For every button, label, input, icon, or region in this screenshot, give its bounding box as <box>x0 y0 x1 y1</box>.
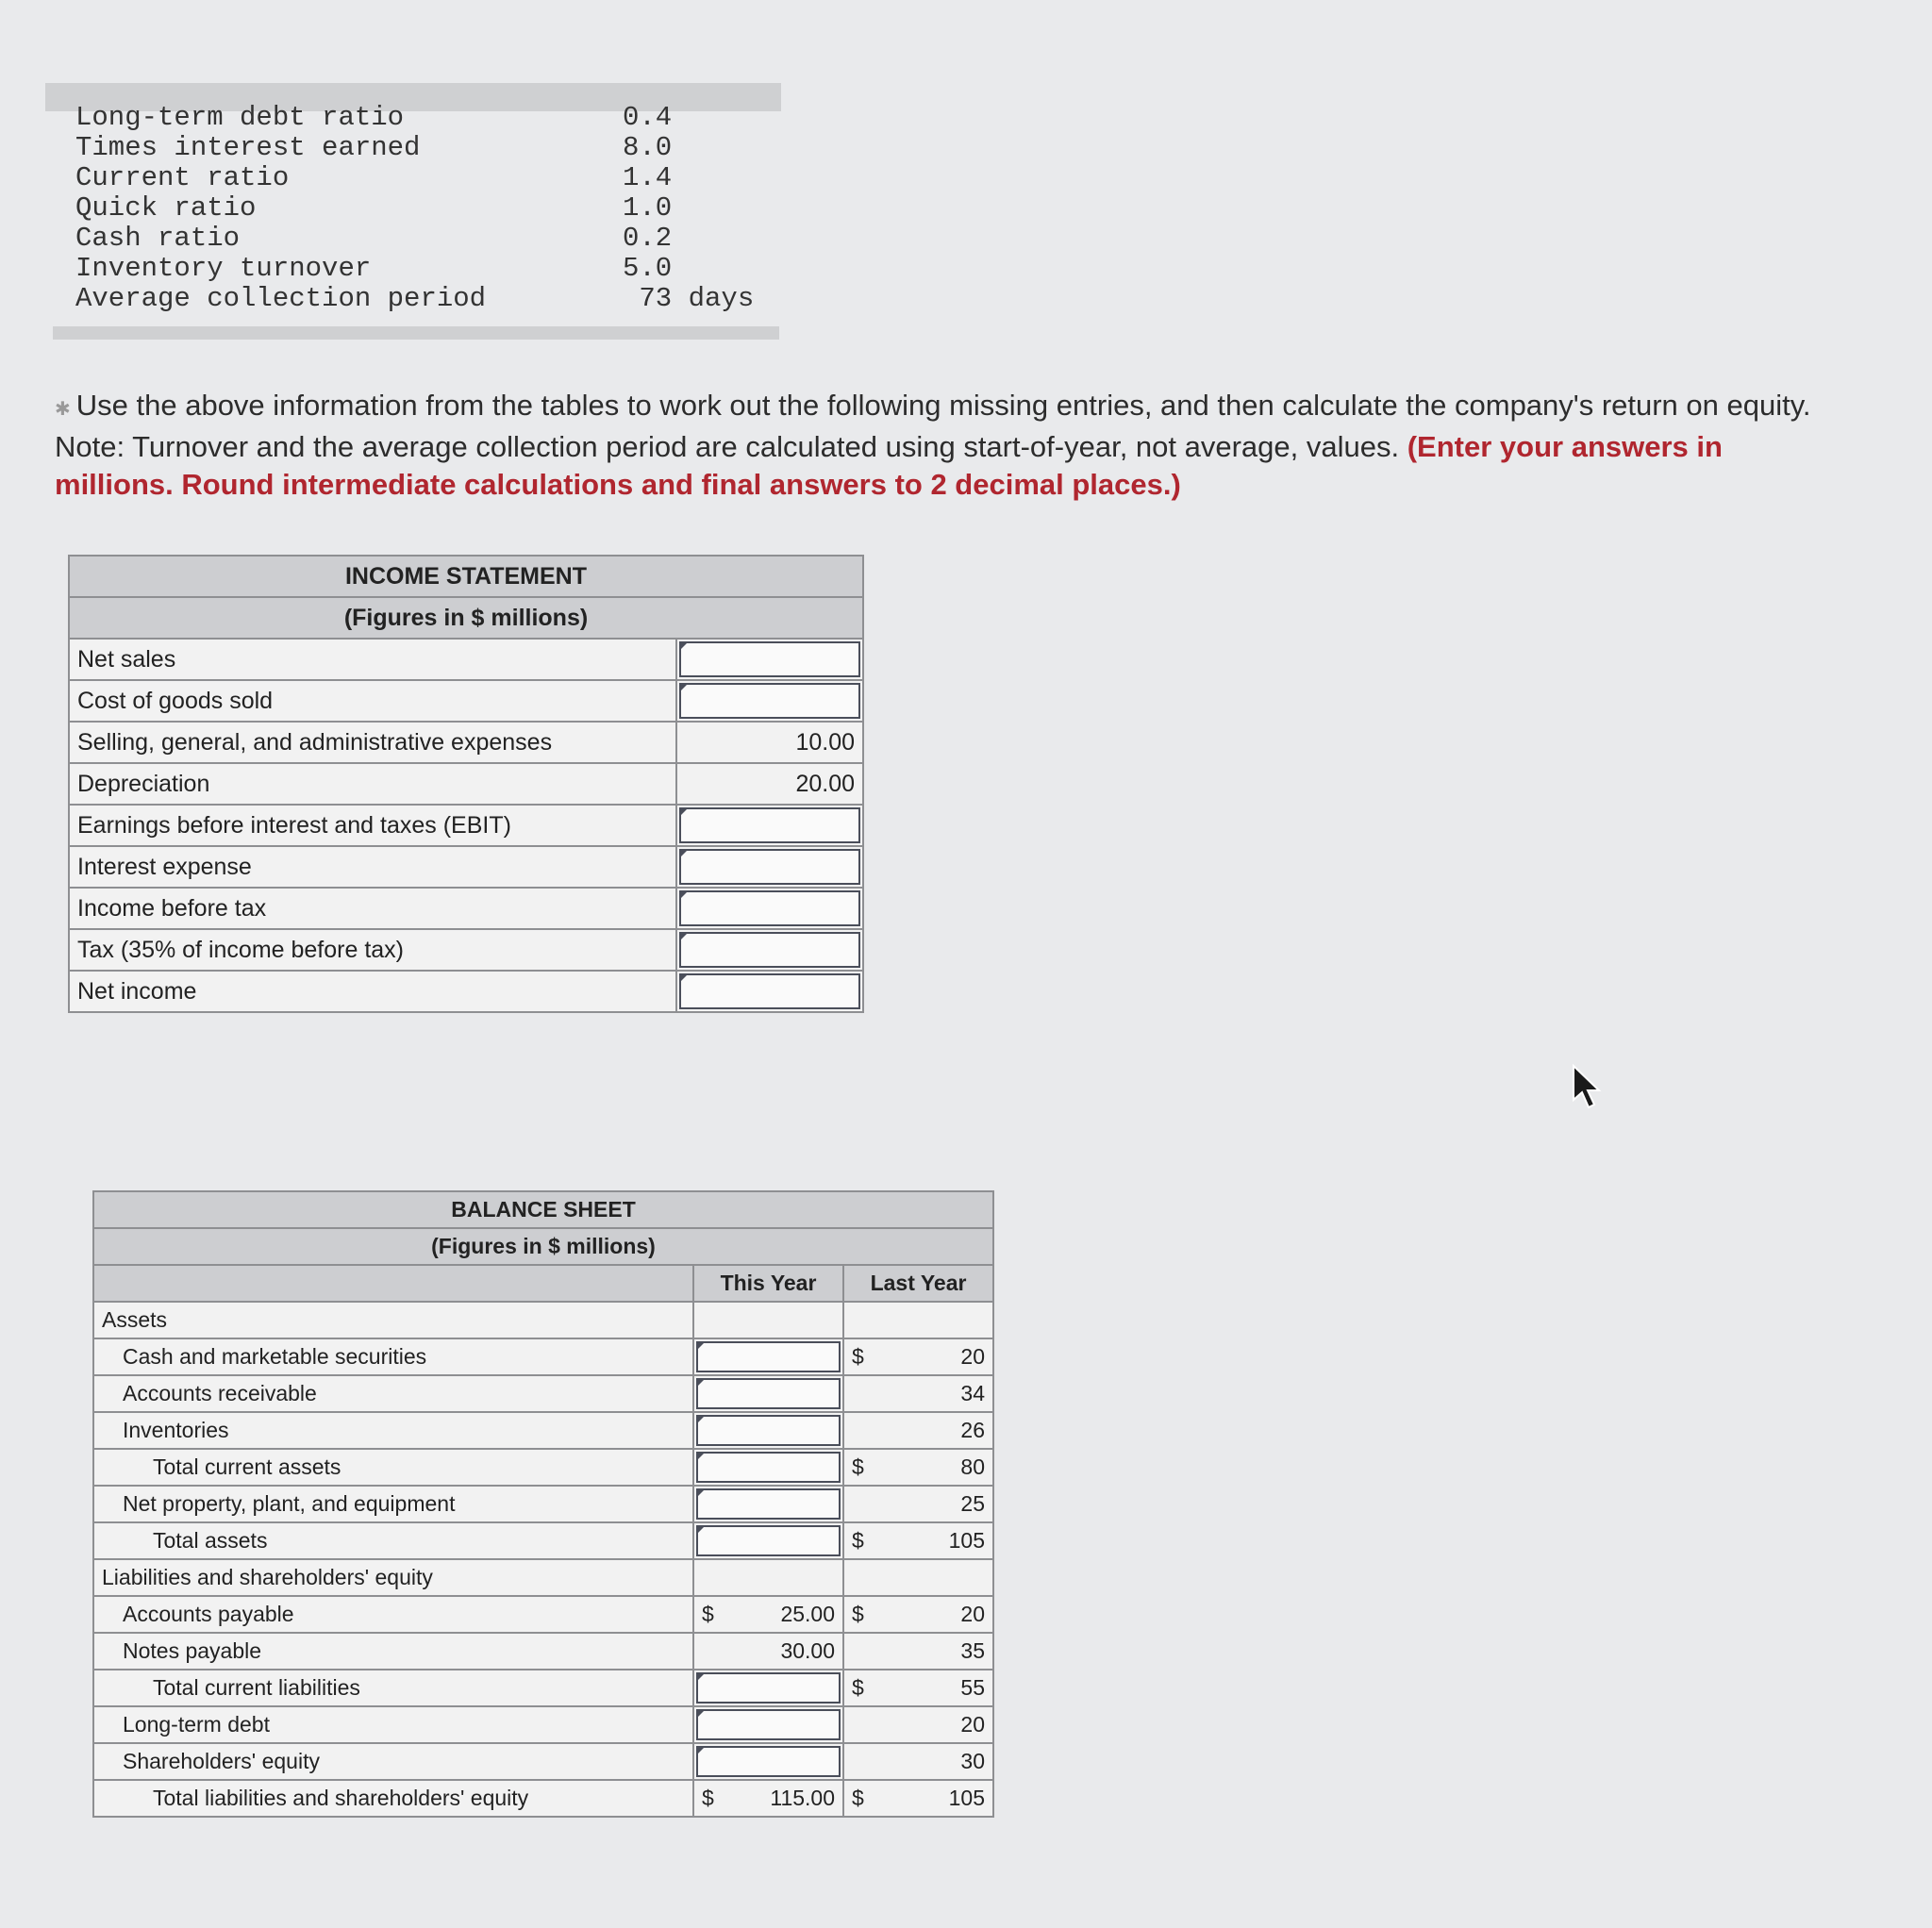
ratio-value: 0.2 <box>623 222 673 254</box>
interest-expense-input[interactable] <box>676 846 863 888</box>
cash-last-year: $ 20 <box>843 1338 993 1375</box>
ratio-table-bottom-border <box>53 326 779 340</box>
assets-section-label: Assets <box>93 1302 693 1338</box>
row-label: Total liabilities and shareholders' equity <box>93 1780 693 1817</box>
balance-title-row <box>93 1191 993 1228</box>
row-label: Selling, general, and administrative expenses <box>69 722 676 763</box>
row-label: Total current assets <box>93 1449 693 1486</box>
section-row <box>93 1559 993 1596</box>
instructions-emphasis: (Enter your answers in millions. Round intermediate calculations and final answers to 2 decimal places.) <box>55 430 1723 501</box>
receivables-this-year-input[interactable] <box>693 1375 843 1412</box>
income-title-row <box>69 556 863 597</box>
receivables-last-year: 34 <box>843 1375 993 1412</box>
tax-input[interactable] <box>676 929 863 971</box>
table-row <box>93 1743 993 1780</box>
net-income-input[interactable] <box>676 971 863 1012</box>
total-liabilities-equity-last-year: $ 105 <box>843 1780 993 1817</box>
row-label: Income before tax <box>69 888 676 929</box>
balance-sheet-title: BALANCE SHEET <box>93 1191 993 1228</box>
row-label: Net property, plant, and equipment <box>93 1486 693 1522</box>
row-label: Tax (35% of income before tax) <box>69 929 676 971</box>
table-row <box>93 1449 993 1486</box>
income-statement-subtitle: (Figures in $ millions) <box>69 597 863 639</box>
cash-this-year-input[interactable] <box>693 1338 843 1375</box>
total-assets-last-year: $ 105 <box>843 1522 993 1559</box>
row-label: Net sales <box>69 639 676 680</box>
table-row <box>69 763 863 805</box>
ratio-table <box>45 83 781 349</box>
row-label: Inventories <box>93 1412 693 1449</box>
row-label: Shareholders' equity <box>93 1743 693 1780</box>
ratio-value: 73 days <box>623 282 755 314</box>
row-label: Cash and marketable securities <box>93 1338 693 1375</box>
this-year-header: This Year <box>693 1265 843 1302</box>
ratio-label: Times interest earned <box>75 131 421 163</box>
table-row <box>93 1486 993 1522</box>
row-label: Interest expense <box>69 846 676 888</box>
ratio-row <box>75 283 774 313</box>
income-statement-table <box>68 555 864 1013</box>
total-current-assets-this-year-input[interactable] <box>693 1449 843 1486</box>
ratio-value: 5.0 <box>623 252 673 284</box>
ratio-value: 8.0 <box>623 131 673 163</box>
table-row <box>93 1670 993 1706</box>
ratio-row <box>75 162 774 192</box>
net-ppe-this-year-input[interactable] <box>693 1486 843 1522</box>
table-row <box>69 639 863 680</box>
ratio-value: 0.4 <box>623 101 673 133</box>
table-row <box>69 888 863 929</box>
shareholders-equity-last-year: 30 <box>843 1743 993 1780</box>
ratio-label: Current ratio <box>75 161 290 193</box>
depreciation-value: 20.00 <box>676 763 863 805</box>
table-row <box>93 1375 993 1412</box>
instructions-text: Use the above information from the tables to work out the following missing entries, and then calculate the company's return on equity. Note: Turnover and the average collection period are calculated using start-of-year, not average, values. <box>55 389 1811 463</box>
table-row <box>69 971 863 1012</box>
row-label: Cost of goods sold <box>69 680 676 722</box>
shareholders-equity-this-year-input[interactable] <box>693 1743 843 1780</box>
ratio-row <box>75 223 774 253</box>
last-year-header: Last Year <box>843 1265 993 1302</box>
mouse-pointer-icon <box>1568 1064 1606 1111</box>
ratio-value: 1.0 <box>623 191 673 224</box>
question-instructions <box>55 387 1847 504</box>
table-row <box>93 1780 993 1817</box>
balance-subtitle-row <box>93 1228 993 1265</box>
ratio-value: 1.4 <box>623 161 673 193</box>
ratio-label: Long-term debt ratio <box>75 101 405 133</box>
table-row <box>69 846 863 888</box>
row-label: Depreciation <box>69 763 676 805</box>
table-row <box>93 1596 993 1633</box>
inventories-last-year: 26 <box>843 1412 993 1449</box>
cogs-input[interactable] <box>676 680 863 722</box>
row-label: Long-term debt <box>93 1706 693 1743</box>
income-statement-title: INCOME STATEMENT <box>69 556 863 597</box>
table-row <box>69 805 863 846</box>
row-label: Total current liabilities <box>93 1670 693 1706</box>
ratio-row <box>75 253 774 283</box>
ratio-label: Average collection period <box>75 282 487 314</box>
net-ppe-last-year: 25 <box>843 1486 993 1522</box>
ratio-label: Inventory turnover <box>75 252 372 284</box>
notes-payable-last-year: 35 <box>843 1633 993 1670</box>
long-term-debt-last-year: 20 <box>843 1706 993 1743</box>
row-label: Notes payable <box>93 1633 693 1670</box>
inventories-this-year-input[interactable] <box>693 1412 843 1449</box>
notes-payable-this-year: 30.00 <box>693 1633 843 1670</box>
total-current-assets-last-year: $ 80 <box>843 1449 993 1486</box>
total-current-liabilities-last-year: $ 55 <box>843 1670 993 1706</box>
income-before-tax-input[interactable] <box>676 888 863 929</box>
table-row <box>69 722 863 763</box>
ratio-label: Cash ratio <box>75 222 241 254</box>
table-row <box>69 929 863 971</box>
ebit-input[interactable] <box>676 805 863 846</box>
accounts-payable-this-year: $ 25.00 <box>693 1596 843 1633</box>
ratio-row <box>75 132 774 162</box>
total-liabilities-equity-this-year: $ 115.00 <box>693 1780 843 1817</box>
long-term-debt-this-year-input[interactable] <box>693 1706 843 1743</box>
row-label: Net income <box>69 971 676 1012</box>
table-row <box>93 1706 993 1743</box>
ratio-row <box>75 102 774 132</box>
table-row <box>93 1522 993 1559</box>
table-row <box>93 1633 993 1670</box>
balance-column-header-row <box>93 1265 993 1302</box>
row-label: Total assets <box>93 1522 693 1559</box>
balance-sheet-table <box>92 1190 994 1818</box>
section-row <box>93 1302 993 1338</box>
liabilities-section-label: Liabilities and shareholders' equity <box>93 1559 693 1596</box>
table-row <box>93 1412 993 1449</box>
balance-sheet-subtitle: (Figures in $ millions) <box>93 1228 993 1265</box>
blank-header <box>93 1265 693 1302</box>
sga-value: 10.00 <box>676 722 863 763</box>
table-row <box>69 680 863 722</box>
note-marker-icon: ✱ <box>55 399 71 420</box>
income-subtitle-row <box>69 597 863 639</box>
ratio-row <box>75 192 774 223</box>
ratio-label: Quick ratio <box>75 191 257 224</box>
row-label: Earnings before interest and taxes (EBIT) <box>69 805 676 846</box>
total-assets-this-year-input[interactable] <box>693 1522 843 1559</box>
row-label: Accounts receivable <box>93 1375 693 1412</box>
net-sales-input[interactable] <box>676 639 863 680</box>
accounts-payable-last-year: $ 20 <box>843 1596 993 1633</box>
table-row <box>93 1338 993 1375</box>
row-label: Accounts payable <box>93 1596 693 1633</box>
total-current-liabilities-this-year-input[interactable] <box>693 1670 843 1706</box>
